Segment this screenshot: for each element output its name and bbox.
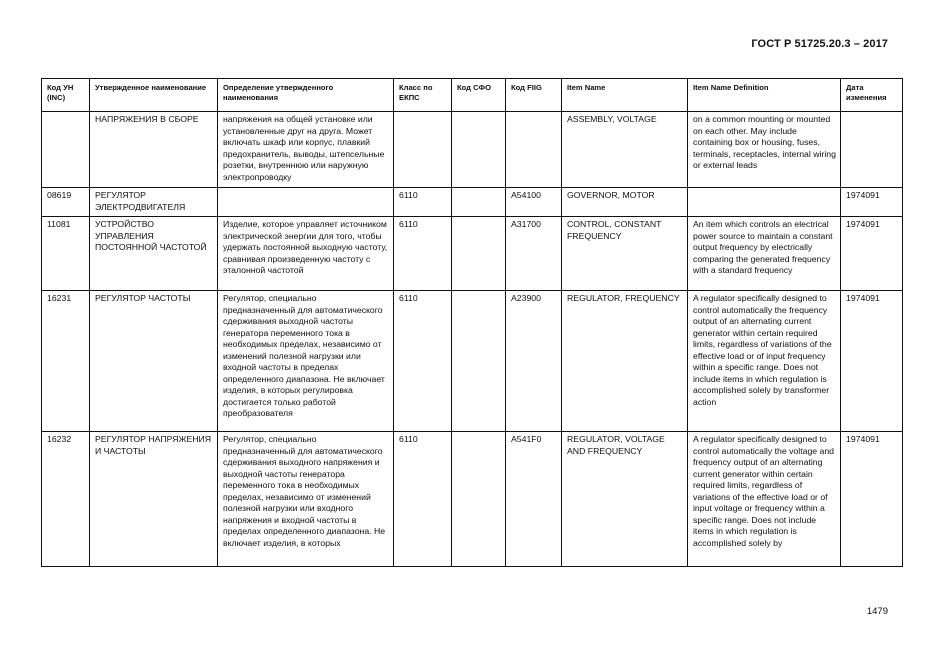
cell-item-name: CONTROL, CONSTANT FREQUENCY bbox=[562, 217, 688, 291]
cell-sfo-code bbox=[452, 291, 506, 432]
cell-fiig-code: A23900 bbox=[506, 291, 562, 432]
page-number: 1479 bbox=[866, 606, 888, 617]
cell-approved-name: РЕГУЛЯТОР ЧАСТОТЫ bbox=[90, 291, 218, 432]
table-row bbox=[42, 291, 903, 432]
specification-table bbox=[41, 78, 903, 567]
cell-approved-name: РЕГУЛЯТОР ЭЛЕКТРОДВИГАТЕЛЯ bbox=[90, 188, 218, 217]
header-ekps-class: Класс по ЕКПС bbox=[394, 79, 452, 112]
header-definition: Определение утвержденного наименования bbox=[218, 79, 394, 112]
cell-item-name-definition: An item which controls an electrical power source to maintain a constant output frequency by electrically comparing the generated frequency with a standard frequency bbox=[688, 217, 841, 291]
cell-sfo-code bbox=[452, 432, 506, 567]
cell-inc: 08619 bbox=[42, 188, 90, 217]
cell-item-name-definition bbox=[688, 188, 841, 217]
cell-change-date: 1974091 bbox=[841, 217, 903, 291]
cell-sfo-code bbox=[452, 112, 506, 188]
cell-change-date: 1974091 bbox=[841, 432, 903, 567]
cell-approved-name: РЕГУЛЯТОР НАПРЯЖЕНИЯ И ЧАСТОТЫ bbox=[90, 432, 218, 567]
cell-change-date: 1974091 bbox=[841, 291, 903, 432]
cell-change-date: 1974091 bbox=[841, 188, 903, 217]
header-approved-name: Утвержденное наименование bbox=[90, 79, 218, 112]
header-item-name: Item Name bbox=[562, 79, 688, 112]
cell-definition: Регулятор, специально предназначенный для автоматического сдерживания выходной частоты генератора переменного тока в необходимых пределах, независимо от изменений полезной нагрузки или входной частоты в пределах определенного диапазона. Не включает изделия, в которых регулировка достигается только работой преобразователя bbox=[218, 291, 394, 432]
cell-sfo-code bbox=[452, 217, 506, 291]
cell-inc bbox=[42, 112, 90, 188]
header-item-name-definition: Item Name Definition bbox=[688, 79, 841, 112]
cell-ekps-class: 6110 bbox=[394, 217, 452, 291]
cell-item-name: GOVERNOR, MOTOR bbox=[562, 188, 688, 217]
cell-inc: 16231 bbox=[42, 291, 90, 432]
table-row bbox=[42, 217, 903, 291]
cell-fiig-code: A54100 bbox=[506, 188, 562, 217]
cell-definition: напряжения на общей установке или установленные друг на друга. Может включать шкаф или корпус, плавкий предохранитель, выводы, штепсельные розетки, внутреннюю или наружную электропроводку bbox=[218, 112, 394, 188]
cell-item-name-definition: on a common mounting or mounted on each other. May include containing box or housing, fuses, terminals, receptacles, internal wiring or external leads bbox=[688, 112, 841, 188]
cell-inc: 11081 bbox=[42, 217, 90, 291]
cell-item-name-definition: A regulator specifically designed to control automatically the frequency output of an alternating current generator within certain required limits, regardless of variations of the effective load or of input frequency within a specific range. Does not include items in which regulation is accomplished solely by transformer action bbox=[688, 291, 841, 432]
table-row bbox=[42, 188, 903, 217]
cell-ekps-class: 6110 bbox=[394, 188, 452, 217]
cell-inc: 16232 bbox=[42, 432, 90, 567]
cell-ekps-class: 6110 bbox=[394, 291, 452, 432]
cell-sfo-code bbox=[452, 188, 506, 217]
cell-definition bbox=[218, 188, 394, 217]
cell-fiig-code: A541F0 bbox=[506, 432, 562, 567]
table-row bbox=[42, 112, 903, 188]
cell-definition: Изделие, которое управляет источником электрической энергии для того, чтобы удержать постоянной выходную частоту, сравнивая произведенную частоту с эталонной частотой bbox=[218, 217, 394, 291]
header-change-date: Дата изменения bbox=[841, 79, 903, 112]
table-header-row bbox=[42, 79, 903, 112]
header-sfo-code: Код СФО bbox=[452, 79, 506, 112]
cell-item-name: ASSEMBLY, VOLTAGE bbox=[562, 112, 688, 188]
table-row bbox=[42, 432, 903, 567]
cell-ekps-class bbox=[394, 112, 452, 188]
cell-item-name: REGULATOR, FREQUENCY bbox=[562, 291, 688, 432]
cell-fiig-code bbox=[506, 112, 562, 188]
cell-ekps-class: 6110 bbox=[394, 432, 452, 567]
cell-item-name-definition: A regulator specifically designed to control automatically the voltage and frequency output of an alternating current generator within certain required limits, regardless of variations of the effective load or of input voltage or frequency within a specific range. Does not include items in which regulation is accomplished solely by bbox=[688, 432, 841, 567]
cell-definition: Регулятор, специально предназначенный для автоматического сдерживания выходного напряжения и выходной частоты генератора переменного тока в необходимых пределах, независимо от изменений полезной нагрузки или входного напряжения и входной частоты в пределах определенного диапазона. Не включает изделия, в которых bbox=[218, 432, 394, 567]
cell-approved-name: НАПРЯЖЕНИЯ В СБОРЕ bbox=[90, 112, 218, 188]
cell-approved-name: УСТРОЙСТВО УПРАВЛЕНИЯ ПОСТОЯННОЙ ЧАСТОТОЙ bbox=[90, 217, 218, 291]
cell-change-date bbox=[841, 112, 903, 188]
cell-fiig-code: A31700 bbox=[506, 217, 562, 291]
cell-item-name: REGULATOR, VOLTAGE AND FREQUENCY bbox=[562, 432, 688, 567]
document-title: ГОСТ Р 51725.20.3 – 2017 bbox=[751, 38, 888, 50]
header-inc: Код УН (INC) bbox=[42, 79, 90, 112]
header-fiig-code: Код FIIG bbox=[506, 79, 562, 112]
